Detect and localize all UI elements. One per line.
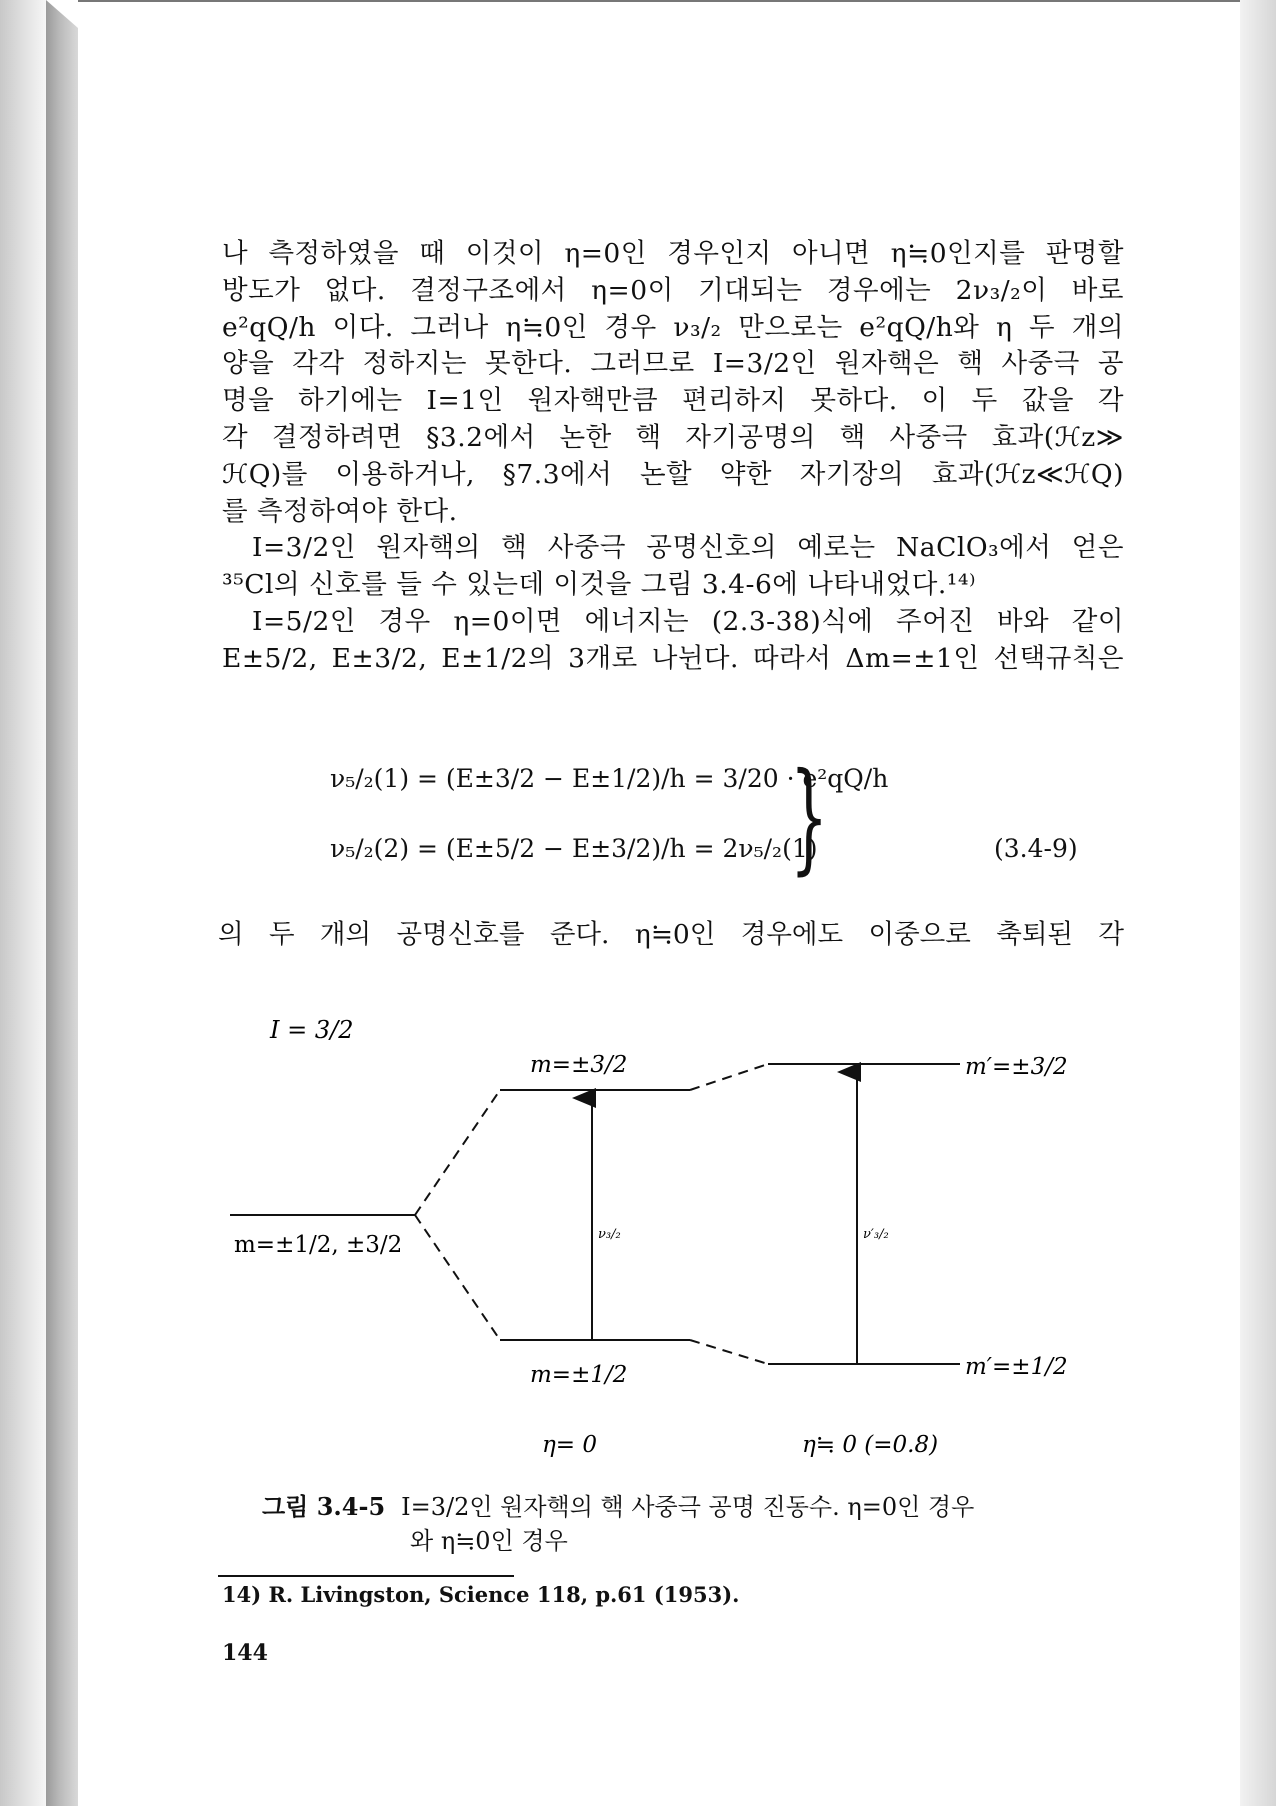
bottom-label-eta: η≒ 0 (=0.8): [802, 1432, 939, 1458]
nu-label-eta: ν′₃/₂: [863, 1227, 889, 1242]
label-eta-upper: m′=±3/2: [965, 1054, 1068, 1080]
text-line: 양을 각각 정하지는 못한다. 그러므로 I=3/2인 원자핵은 핵 사중극 공: [222, 348, 1124, 380]
text-line: 의 두 개의 공명신호를 준다. η≒0인 경우에도 이중으로 축퇴된 각: [218, 919, 1124, 950]
page-edge-shadow: [1240, 0, 1276, 1806]
split-dash-upper: [415, 1090, 500, 1215]
caption-text: I=3/2인 원자핵의 핵 사중극 공명 진동수. η=0인 경우: [401, 1493, 975, 1521]
text-line: ℋQ)를 이용하거나, §7.3에서 논할 약한 자기장의 효과(ℋz≪ℋQ): [222, 458, 1124, 490]
text-line: 명을 하기에는 I=1인 원자핵만큼 편리하지 못하다. 이 두 값을 각: [222, 385, 1124, 417]
bottom-label-eta0: η= 0: [542, 1432, 597, 1458]
equation-number: (3.4-9): [994, 834, 1078, 863]
energy-level-svg: [220, 1000, 1100, 1470]
energy-level-diagram: [220, 1000, 1100, 1470]
equation-line-2: ν₅/₂(2) = (E±5/2 − E±3/2)/h = 2ν₅/₂(1): [330, 834, 818, 863]
page-number: 144: [222, 1640, 268, 1666]
equation-block: [330, 748, 1130, 894]
text-line: 각 결정하려면 §3.2에서 논한 핵 자기공명의 핵 사중극 효과(ℋz≫: [222, 421, 1124, 453]
text-line: E±5/2, E±3/2, E±1/2의 3개로 나뉜다. 따라서 Δm=±1인 선택규칙은: [222, 642, 1124, 674]
equation-brace: }: [790, 748, 829, 887]
text-line: I=5/2인 경우 η=0이면 에너지는 (2.3-38)식에 주어진 바와 같이: [252, 605, 1124, 637]
text-line: 방도가 없다. 결정구조에서 η=0이 기대되는 경우에는 2ν₃/₂이 바로: [222, 274, 1124, 306]
shift-dash-upper: [690, 1064, 768, 1090]
label-degenerate: m=±1/2, ±3/2: [234, 1232, 403, 1258]
caption-label: 그림 3.4-5: [262, 1492, 386, 1521]
nu-label-eta0: ν₃/₂: [598, 1227, 621, 1242]
book-shadow: [0, 0, 46, 1806]
text-line: 를 측정하여야 한다.: [222, 495, 458, 527]
figure-caption: [262, 1490, 1142, 1558]
shift-dash-lower: [690, 1340, 768, 1364]
spin-label: I = 3/2: [270, 1016, 354, 1044]
label-eta-lower: m′=±1/2: [965, 1354, 1068, 1380]
text-line: ³⁵Cl의 신호를 들 수 있는데 이것을 그림 3.4-6에 나타내었다.¹⁴⁾: [222, 569, 977, 601]
caption-text-continued: 와 η≒0인 경우: [410, 1527, 568, 1555]
text-line: I=3/2인 원자핵의 핵 사중극 공명신호의 예로는 NaClO₃에서 얻은: [252, 532, 1124, 564]
footnote: 14) R. Livingston, Science 118, p.61 (1953).: [222, 1582, 740, 1607]
label-eta0-upper: m=±3/2: [530, 1052, 628, 1078]
split-dash-lower: [415, 1215, 500, 1340]
text-line: 나 측정하였을 때 이것이 η=0인 경우인지 아니면 η≒0인지를 판명할: [222, 238, 1124, 269]
footnote-divider: [218, 1575, 514, 1577]
label-eta0-lower: m=±1/2: [530, 1362, 628, 1388]
body-text: [222, 236, 1124, 678]
equation-line-1: ν₅/₂(1) = (E±3/2 − E±1/2)/h = 3/20 · e²qQ/h: [330, 764, 889, 793]
text-line: e²qQ/h 이다. 그러나 η≒0인 경우 ν₃/₂ 만으로는 e²qQ/h와 η 두 개의: [222, 311, 1124, 343]
book-spine-edge: [46, 0, 78, 1806]
